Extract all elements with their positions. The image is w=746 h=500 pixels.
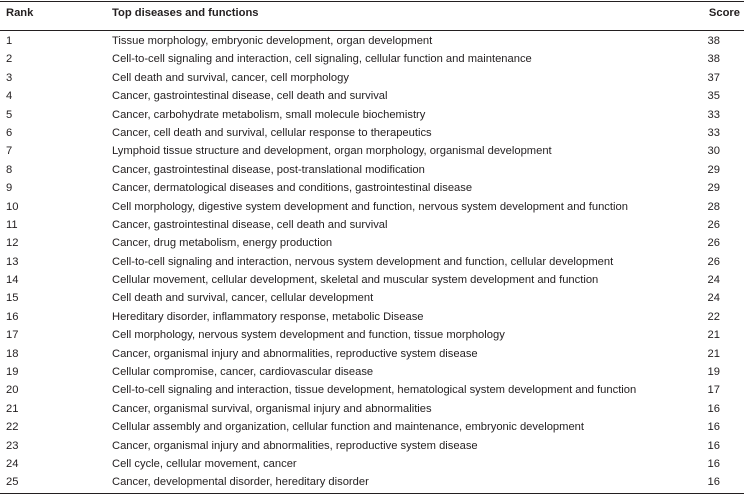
table-row [0, 69, 744, 87]
table-row [0, 363, 744, 381]
table-header-row [0, 5, 744, 25]
score-cell: 16 [707, 421, 720, 434]
rank-cell: 10 [6, 200, 19, 213]
score-cell: 24 [707, 274, 720, 287]
rank-cell: 3 [6, 71, 13, 84]
table-row [0, 345, 744, 363]
diseases-cell: Cancer, carbohydrate metabolism, small molecule biochemistry [112, 108, 426, 121]
diseases-cell: Cell cycle, cellular movement, cancer [112, 457, 297, 470]
table-row [0, 253, 744, 271]
score-cell: 16 [707, 402, 720, 415]
table-row [0, 179, 744, 197]
score-cell: 29 [707, 182, 720, 195]
rank-cell: 7 [6, 145, 13, 158]
table-body [0, 32, 744, 492]
table-row [0, 234, 744, 252]
score-cell: 16 [707, 439, 720, 452]
diseases-cell: Cancer, gastrointestinal disease, post-translational modification [112, 163, 425, 176]
rank-cell: 19 [6, 366, 19, 379]
diseases-cell: Cancer, drug metabolism, energy production [112, 237, 333, 250]
diseases-cell: Cellular movement, cellular development, skeletal and muscular system development and function [112, 274, 599, 287]
diseases-cell: Cancer, organismal survival, organismal injury and abnormalities [112, 402, 432, 415]
diseases-cell: Cellular compromise, cancer, cardiovascular disease [112, 366, 374, 379]
header-rank: Rank [6, 7, 34, 19]
header-diseases: Top diseases and functions [112, 7, 259, 19]
diseases-cell: Cancer, developmental disorder, hereditary disorder [112, 476, 369, 489]
score-cell: 21 [707, 347, 720, 360]
rank-cell: 1 [6, 35, 13, 47]
table-row [0, 437, 744, 455]
rank-cell: 13 [6, 255, 19, 268]
score-cell: 17 [707, 384, 720, 397]
table-row [0, 32, 744, 50]
diseases-cell: Cancer, cell death and survival, cellular response to therapeutics [112, 126, 432, 139]
table-row [0, 326, 744, 344]
diseases-cell: Cancer, gastrointestinal disease, cell death and survival [112, 218, 388, 231]
table-row [0, 271, 744, 289]
score-cell: 26 [707, 237, 720, 250]
score-cell: 26 [707, 218, 720, 231]
table-row [0, 87, 744, 105]
score-cell: 37 [707, 71, 720, 84]
rank-cell: 4 [6, 90, 13, 103]
rank-cell: 5 [6, 108, 13, 121]
diseases-cell: Lymphoid tissue structure and development, organ morphology, organismal development [112, 145, 552, 158]
table-row [0, 381, 744, 399]
table-row [0, 161, 744, 179]
score-cell: 38 [707, 53, 720, 66]
table-row [0, 289, 744, 307]
diseases-cell: Cell-to-cell signaling and interaction, tissue development, hematological system development and function [112, 384, 637, 397]
rank-cell: 21 [6, 402, 19, 415]
rank-cell: 23 [6, 439, 19, 452]
score-cell: 35 [707, 90, 720, 103]
score-cell: 21 [707, 329, 720, 342]
table-row [0, 308, 744, 326]
diseases-cell: Hereditary disorder, inflammatory response, metabolic Disease [112, 310, 424, 323]
table-row [0, 400, 744, 418]
score-cell: 24 [707, 292, 720, 305]
rank-cell: 2 [6, 53, 13, 66]
diseases-cell: Cell death and survival, cancer, cellular development [112, 292, 374, 305]
table-row [0, 216, 744, 234]
score-cell: 30 [707, 145, 720, 158]
rank-cell: 17 [6, 329, 19, 342]
score-cell: 26 [707, 255, 720, 268]
diseases-cell: Cell-to-cell signaling and interaction, cell signaling, cellular function and maintenance [112, 53, 532, 66]
diseases-cell: Cancer, organismal injury and abnormalities, reproductive system disease [112, 347, 478, 360]
header-score: Score [708, 7, 740, 19]
table-bottom-rule [0, 493, 744, 494]
rank-cell: 16 [6, 310, 19, 323]
table-row [0, 455, 744, 473]
rank-cell: 18 [6, 347, 19, 360]
table-row [0, 418, 744, 436]
score-cell: 29 [707, 163, 720, 176]
score-cell: 33 [707, 108, 720, 121]
score-cell: 16 [707, 457, 720, 470]
table-row [0, 124, 744, 142]
table-top-rule [0, 1, 744, 2]
diseases-cell: Tissue morphology, embryonic development, organ development [112, 35, 433, 47]
rank-cell: 11 [6, 218, 18, 231]
diseases-cell: Cancer, gastrointestinal disease, cell death and survival [112, 90, 388, 103]
score-cell: 16 [707, 476, 720, 489]
rank-cell: 22 [6, 421, 19, 434]
score-cell: 33 [707, 126, 720, 139]
score-cell: 28 [707, 200, 720, 213]
rank-cell: 14 [6, 274, 19, 287]
score-cell: 19 [707, 366, 720, 379]
diseases-cell: Cell death and survival, cancer, cell morphology [112, 71, 349, 84]
rank-cell: 20 [6, 384, 19, 397]
rank-cell: 8 [6, 163, 13, 176]
rank-cell: 24 [6, 457, 19, 470]
table-row [0, 198, 744, 216]
rank-cell: 12 [6, 237, 19, 250]
rank-cell: 25 [6, 476, 19, 489]
score-cell: 22 [707, 310, 720, 323]
table-row [0, 142, 744, 160]
table-row [0, 473, 744, 491]
diseases-cell: Cell morphology, nervous system development and function, tissue morphology [112, 329, 505, 342]
diseases-cell: Cell-to-cell signaling and interaction, nervous system development and function, cellular development [112, 255, 614, 268]
rank-cell: 9 [6, 182, 13, 195]
diseases-cell: Cell morphology, digestive system development and function, nervous system development and function [112, 200, 628, 213]
diseases-cell: Cellular assembly and organization, cellular function and maintenance, embryonic development [112, 421, 585, 434]
table-row [0, 50, 744, 68]
score-cell: 38 [707, 35, 720, 47]
table-row [0, 106, 744, 124]
diseases-cell: Cancer, organismal injury and abnormalities, reproductive system disease [112, 439, 478, 452]
diseases-cell: Cancer, dermatological diseases and conditions, gastrointestinal disease [112, 182, 473, 195]
rank-cell: 6 [6, 126, 13, 139]
table-header-rule [0, 30, 744, 31]
rank-cell: 15 [6, 292, 19, 305]
